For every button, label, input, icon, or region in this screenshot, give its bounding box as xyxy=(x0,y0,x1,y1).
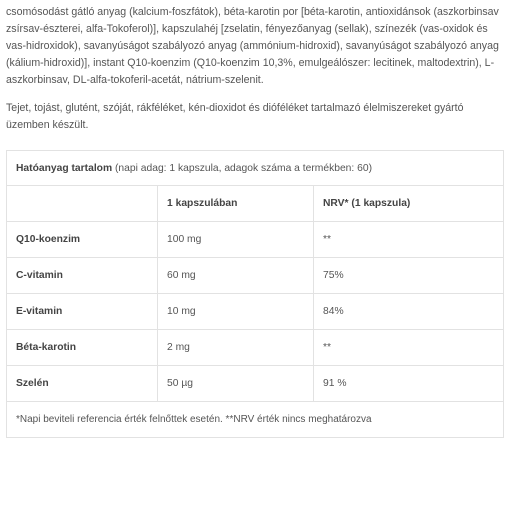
nutrient-name: C-vitamin xyxy=(7,258,158,294)
table-row xyxy=(7,294,504,330)
table-row xyxy=(7,222,504,258)
nutrient-name: E-vitamin xyxy=(7,294,158,330)
nutrient-amount: 60 mg xyxy=(158,258,314,294)
nutrient-amount: 2 mg xyxy=(158,330,314,366)
table-row xyxy=(7,258,504,294)
nutrient-name: Q10-koenzim xyxy=(7,222,158,258)
table-caption-title: Hatóanyag tartalom xyxy=(16,162,113,174)
nutrient-name: Szelén xyxy=(7,366,158,402)
table-caption-detail: (napi adag: 1 kapszula, adagok száma a termékben: 60) xyxy=(112,162,373,174)
nutrition-table xyxy=(6,150,504,438)
table-row xyxy=(7,330,504,366)
header-cell-amount: 1 kapszulában xyxy=(158,186,314,222)
allergen-text: Tejet, tojást, glutént, szóját, rákféléket, kén-dioxidot és dióféléket tartalmazó élelmiszereket gyártó üzemben készült. xyxy=(6,102,464,131)
nutrient-nrv: 91 % xyxy=(314,366,504,402)
nutrient-amount: 10 mg xyxy=(158,294,314,330)
nutrient-nrv: 75% xyxy=(314,258,504,294)
table-footnote: *Napi beviteli referencia érték felnőttek esetén. **NRV érték nincs meghatározva xyxy=(7,402,504,438)
nutrient-nrv: 84% xyxy=(314,294,504,330)
nutrient-amount: 100 mg xyxy=(158,222,314,258)
nutrient-nrv: ** xyxy=(314,330,504,366)
table-caption xyxy=(7,151,504,186)
nutrient-nrv: ** xyxy=(314,222,504,258)
header-cell-empty xyxy=(7,186,158,222)
table-caption-row xyxy=(7,151,504,186)
table-row xyxy=(7,366,504,402)
header-cell-nrv: NRV* (1 kapszula) xyxy=(314,186,504,222)
nutrient-amount: 50 µg xyxy=(158,366,314,402)
ingredients-text: csomósodást gátló anyag (kalcium-foszfátok), béta-karotin por [béta-karotin, antioxidánsok (aszkorbinsav zsírsav-észterei, alfa-Tokoferol)], kapszulahéj [zselatin, fényezőanyag (sellak), színezék (vas-oxidok és vas-hidroxidok), savanyúságot szabályozó anyag (ammónium-hidroxid), savanyúságot szabályozó anyag (kálium-hidroxid)], instant Q10-koenzim (Q10-koenzim 10,3%, emulgeálószer: lecitinek, maltodextrin), L-aszkorbinsav, DL-alfa-tokoferil-acetát, nátrium-szelenit. xyxy=(6,6,499,86)
product-description xyxy=(6,0,506,438)
nutrient-name: Béta-karotin xyxy=(7,330,158,366)
table-footnote-row xyxy=(7,402,504,438)
table-header-row xyxy=(7,186,504,222)
